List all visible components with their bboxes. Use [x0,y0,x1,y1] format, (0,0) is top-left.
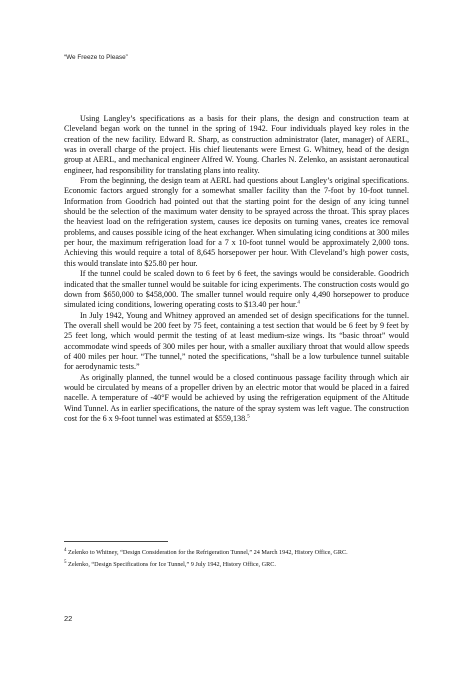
footnote [64,548,409,557]
paragraph [64,176,409,269]
page-number: 22 [64,614,73,623]
footnote [64,560,409,569]
paragraph-text: Using Langley’s specifications as a basis for their plans, the design and construction team at Cleveland began work on the tunnel in the spring of 1942. Four individuals played key roles in the creation of the new facility. Edward R. Sharp, as construction administrator (later, manager) of AERL, was in overall charge of the project. His chief lieutenants were Ernest G. Whitney, head of the design group at AERL, and mechanical engineer Alfred W. Young. Charles N. Zelenko, an assistant aeronautical engineer, had responsibility for translating plans into reality. [64,114,409,175]
footnotes [64,548,409,573]
paragraph [64,114,409,176]
paragraph-text: In July 1942, Young and Whitney approved an amended set of design specifications for the tunnel. The overall shell would be 200 feet by 75 feet, containing a test section that would be 6 feet by 9 feet by 25 feet long, which would permit the testing of at least medium-size wings. Its “basic throat” would accommodate wind speeds of 300 miles per hour, with a smaller auxiliary throat that would allow speeds of 400 miles per hour. “The tunnel,” noted the specifications, “shall be a low turbulence tunnel suitable for aerodynamic tests.” [64,310,409,372]
footnote-text: Zelenko, “Design Specifications for Ice Tunnel,” 9 July 1942, History Office, GRC. [68,561,276,569]
footnote-marker: 4 [297,300,300,306]
footnote-text: Zelenko to Whitney, “Design Consideration for the Refrigeration Tunnel,” 24 March 1942, History Office, GRC. [68,549,348,556]
paragraph [64,269,409,310]
footnote-marker: 5 [247,414,250,420]
footnote-number: 4 [64,547,67,553]
body-text [64,114,409,424]
footnote-divider [64,541,168,542]
running-head: “We Freeze to Please” [64,54,128,61]
paragraph-text: If the tunnel could be scaled down to 6 feet by 6 feet, the savings would be considerable. Goodrich indicated that the smaller tunnel would be suitable for icing experiments. The construction costs would go down from $650,000 to $458,000. The smaller tunnel would require only 4,490 horsepower to produce simulated icing conditions, lowering operating costs to $13.40 per hour. [64,269,409,310]
paragraph [64,311,409,373]
paragraph-text: As originally planned, the tunnel would be a closed continuous passage facility through which air would be circulated by means of a propeller driven by an electric motor that would be placed in a faired nacelle. A temperature of -40°F would be achieved by using the refrigeration equipment of the Altitude Wind Tunnel. As in earlier specifications, the nature of the spray system was left vague. The construction cost for the 6 x 9-foot tunnel was estimated at $559,138. [64,372,409,423]
footnote-number: 5 [64,560,67,566]
paragraph-text: From the beginning, the design team at AERL had questions about Langley’s original specifications. Economic factors argued strongly for a somewhat smaller facility than the 7-foot by 10-foot tunnel. Information from Goodrich had pointed out that the starting point for the design of any icing tunnel should be the selection of the maximum water density to be sprayed across the throat. This spray places the heaviest load on the refrigeration system, causes ice deposits on turning vanes, creates ice removal problems, and causes possible icing of the heat exchanger. When simulating icing conditions at 300 miles per hour, the maximum refrigeration load for a 7 x 10-foot tunnel would be approximately 2,000 tons. Achieving this would require a total of 8,645 horsepower per hour. With Cleveland’s high power costs, this would translate into $25.80 per hour. [64,176,409,268]
paragraph [64,373,409,425]
